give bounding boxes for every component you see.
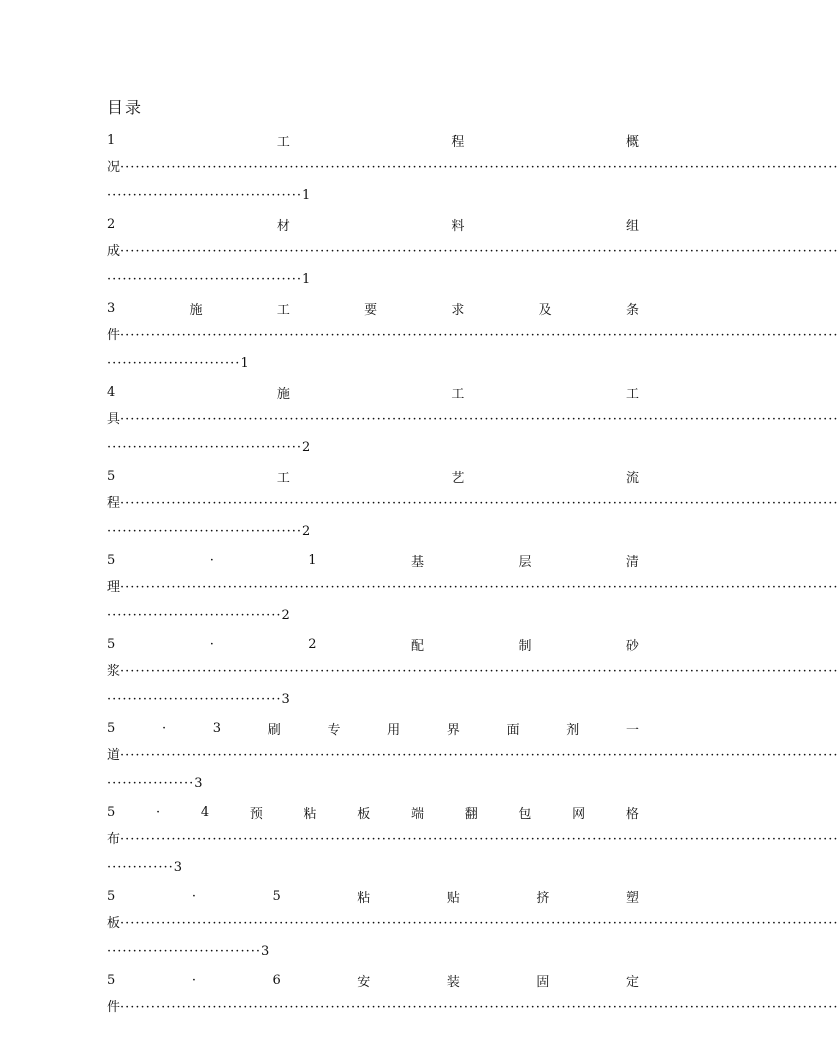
toc-entry-continuation [107, 578, 839, 598]
toc-leader-dots: ············································································································································ [120, 832, 839, 847]
toc-entry-heading [107, 550, 639, 570]
toc-page-number: 2 [281, 608, 290, 623]
toc-entry-continuation [107, 494, 839, 514]
toc-heading-token: 组 [625, 218, 639, 234]
toc-heading-token: 5 [107, 972, 116, 988]
toc-heading-token: 5 [107, 804, 116, 820]
toc-heading-token: 粘 [303, 806, 317, 822]
toc-entry[interactable] [107, 214, 839, 290]
toc-continuation-char: 板 [107, 916, 121, 931]
toc-heading-token: · [155, 804, 161, 820]
toc-leader-dots: ············································································································································ [120, 160, 839, 175]
toc-heading-token: 用 [387, 722, 401, 738]
toc-leader-dots: ······································ [107, 524, 303, 539]
toc-heading-token: 流 [625, 470, 639, 486]
toc-heading-token: 配 [411, 638, 425, 654]
toc-heading-token: 2 [308, 636, 317, 652]
toc-leader-dots: ············· [107, 860, 174, 875]
toc-leader-dots: ············································································································································ [120, 748, 839, 763]
toc-heading-token: 1 [308, 552, 317, 568]
toc-entry-continuation [107, 242, 839, 262]
toc-heading-token: 预 [249, 806, 263, 822]
toc-heading-token: 装 [446, 974, 460, 990]
toc-heading-token: 粘 [357, 890, 371, 906]
toc-entry[interactable] [107, 382, 839, 458]
toc-heading-token: 安 [357, 974, 371, 990]
toc-entry-continuation [107, 746, 839, 766]
toc-page-number: 1 [240, 356, 249, 371]
toc-leader-dots: ·································· [107, 692, 282, 707]
toc-heading-token: 4 [200, 804, 210, 820]
toc-entry-heading [107, 298, 639, 318]
toc-heading-token: 固 [536, 974, 550, 990]
toc-heading-token: 条 [625, 302, 639, 318]
toc-heading-token: 2 [107, 216, 116, 232]
toc-heading-token: 施 [189, 302, 203, 318]
toc-leader-dots: ······································ [107, 272, 303, 287]
toc-entry-heading [107, 886, 639, 906]
toc-entry-page-line [107, 354, 639, 374]
toc-page-number: 3 [260, 944, 270, 959]
toc-leader-dots: ············································································································································ [120, 916, 839, 931]
toc-continuation-char: 程 [107, 496, 121, 511]
toc-leader-dots: ············································································································································ [120, 664, 839, 679]
toc-heading-token: 定 [625, 974, 639, 990]
toc-heading-token: 一 [625, 722, 639, 738]
toc-entry-continuation [107, 662, 839, 682]
toc-entry[interactable] [107, 466, 839, 542]
toc-continuation-char: 件 [107, 1000, 121, 1015]
toc-entry-heading [107, 214, 639, 234]
toc-continuation-char: 道 [107, 748, 121, 763]
toc-heading-token: 4 [107, 384, 116, 400]
toc-heading-token: · [209, 552, 214, 568]
toc-entry-heading [107, 130, 639, 150]
toc-heading-token: 概 [625, 134, 639, 150]
toc-heading-token: 3 [107, 300, 116, 316]
toc-heading-token: 工 [276, 302, 290, 318]
toc-entry-heading [107, 718, 639, 738]
toc-heading-token: 翻 [464, 806, 478, 822]
toc-entry-page-line [107, 522, 639, 542]
toc-heading-token: 材 [276, 218, 290, 234]
toc-heading-token: 端 [410, 806, 424, 822]
toc-heading-token: 艺 [451, 470, 465, 486]
toc-heading-token: 5 [107, 888, 116, 904]
toc-entry-heading [107, 466, 639, 486]
toc-entry-page-line [107, 606, 639, 626]
toc-entry-page-line [107, 774, 639, 794]
toc-heading-token: 专 [327, 722, 341, 738]
toc-entry-heading [107, 802, 639, 822]
toc-entry[interactable] [107, 550, 839, 626]
toc-leader-dots: ············································································································································ [120, 580, 839, 595]
toc-heading-token: 6 [272, 972, 281, 988]
toc-page-number: 3 [173, 860, 183, 875]
toc-heading-token: 5 [272, 888, 281, 904]
toc-entry[interactable] [107, 718, 839, 794]
toc-heading-token: 施 [276, 386, 290, 402]
toc-leader-dots: ············································································································································ [120, 496, 839, 511]
toc-entry-page-line [107, 270, 639, 290]
toc-entry-continuation [107, 326, 839, 346]
toc-entry-page-line [107, 690, 639, 710]
toc-heading-token: 料 [451, 218, 465, 234]
toc-leader-dots: ······························ [107, 944, 261, 959]
toc-leader-dots: ·································· [107, 608, 282, 623]
toc-entry-page-line [107, 438, 639, 458]
toc-heading-token: 工 [276, 134, 290, 150]
toc-leader-dots: ······································ [107, 440, 303, 455]
toc-heading-token: 砂 [625, 638, 639, 654]
toc-entry[interactable] [107, 298, 839, 374]
toc-entry[interactable] [107, 634, 839, 710]
toc-heading-token: 求 [451, 302, 465, 318]
toc-entry[interactable] [107, 886, 839, 962]
toc-heading-token: 基 [411, 554, 425, 570]
toc-entry-continuation [107, 410, 839, 430]
toc-heading-token: 界 [446, 722, 460, 738]
toc-continuation-char: 浆 [107, 664, 121, 679]
toc-heading-token: 包 [518, 806, 532, 822]
toc-continuation-char: 况 [107, 160, 121, 175]
toc-heading-token: 程 [451, 134, 465, 150]
toc-heading-token: 制 [518, 638, 532, 654]
toc-heading-token: 5 [107, 636, 116, 652]
toc-leader-dots: ······································ [107, 188, 303, 203]
toc-heading-token: 塑 [625, 890, 639, 906]
toc-continuation-char: 成 [107, 244, 121, 259]
toc-leader-dots: ················· [107, 776, 195, 791]
toc-heading-token: · [191, 888, 196, 904]
toc-continuation-char: 具 [107, 412, 121, 427]
toc-heading-token: · [209, 636, 214, 652]
toc-heading-token: 面 [506, 722, 520, 738]
toc-leader-dots: ············································································································································ [120, 1000, 839, 1015]
toc-heading-token: 剂 [566, 722, 580, 738]
toc-page-number: 1 [302, 272, 311, 287]
toc-heading-token: 工 [625, 386, 639, 402]
toc-heading-token: 工 [451, 386, 465, 402]
toc-heading-token: · [191, 972, 196, 988]
toc-heading-token: 要 [364, 302, 378, 318]
toc-page-number: 3 [281, 692, 290, 707]
toc-entry-continuation [107, 830, 839, 850]
toc-entry-page-line [107, 942, 639, 962]
toc-continuation-char: 理 [107, 580, 121, 595]
toc-entry-continuation [107, 998, 839, 1018]
toc-entry-heading [107, 382, 639, 402]
toc-heading-token: 格 [625, 806, 639, 822]
toc-heading-token: 清 [625, 554, 639, 570]
toc-entry[interactable] [107, 802, 839, 878]
toc-heading-token: 刷 [267, 722, 281, 738]
toc-continuation-char: 件 [107, 328, 121, 343]
toc-heading-token: 挤 [536, 890, 550, 906]
toc-heading-token: 板 [357, 806, 371, 822]
toc-heading-token: 5 [107, 552, 116, 568]
toc-heading-token: 层 [518, 554, 532, 570]
toc-heading-token: 5 [107, 468, 116, 484]
toc-leader-dots: ·························· [107, 356, 241, 371]
toc-title: 目录 [107, 98, 144, 117]
toc-heading-token: 网 [572, 806, 586, 822]
toc-page-number: 3 [194, 776, 203, 791]
toc-heading-token: 1 [107, 132, 116, 148]
toc-entry[interactable] [107, 130, 839, 206]
toc-leader-dots: ············································································································································ [120, 244, 839, 259]
toc-heading-token: 及 [538, 302, 552, 318]
toc-page-number: 2 [302, 440, 311, 455]
toc-entry-continuation [107, 158, 839, 178]
toc-heading-token: 贴 [446, 890, 460, 906]
toc-page-number: 2 [302, 524, 311, 539]
toc-entry-page-line [107, 858, 639, 878]
toc-continuation-char: 布 [107, 832, 121, 847]
toc-entry-page-line [107, 186, 639, 206]
toc-leader-dots: ············································································································································ [120, 328, 839, 343]
toc-heading-token: · [161, 720, 167, 736]
toc-leader-dots: ············································································································································ [120, 412, 839, 427]
toc-entry-heading [107, 970, 639, 990]
toc-page-number: 1 [302, 188, 311, 203]
toc-entry-continuation [107, 914, 839, 934]
toc-heading-token: 5 [107, 720, 116, 736]
toc-entry-heading [107, 634, 639, 654]
toc-entry[interactable] [107, 970, 839, 1018]
toc-heading-token: 工 [276, 470, 290, 486]
toc-heading-token: 3 [212, 720, 222, 736]
